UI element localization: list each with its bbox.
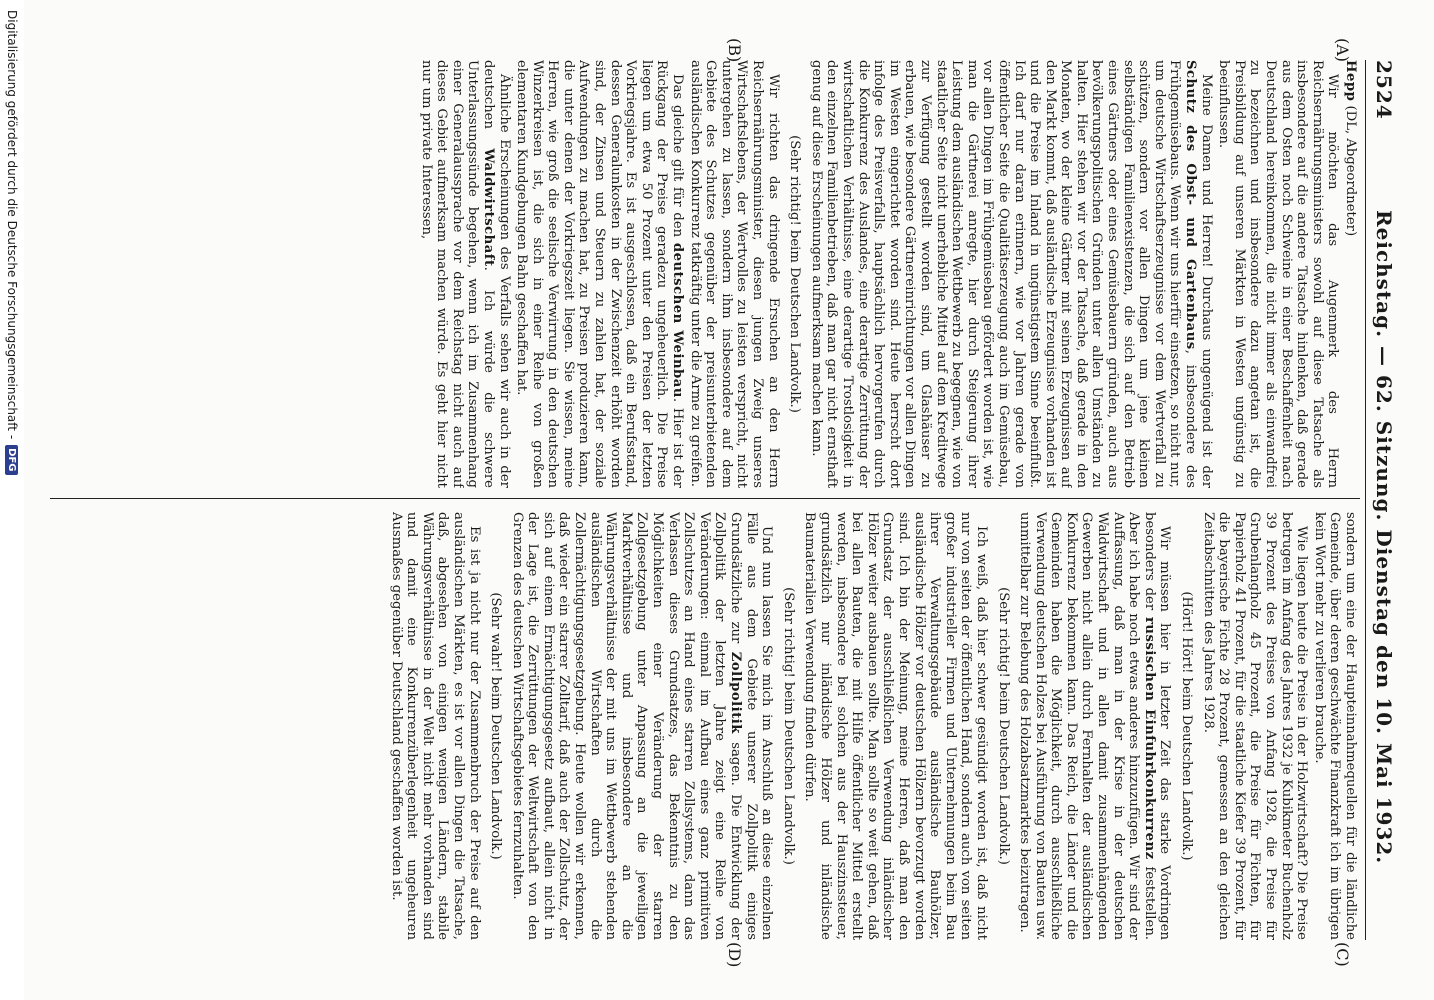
interjection-text: (Sehr richtig! beim Deutschen Landvolk.) [995,587,1011,865]
emphasis: deutschen Weinbau [670,242,686,398]
paragraph [1017,512,1173,940]
margin-marker-b: (B) [725,38,744,63]
paragraph-text: Ich weiß, daß hier schwer gesündigt worden ist, daß nicht nur von seiten der öffentlichen Hand, sondern auch von seiten großer industrieller Firmen und Unternehmungen beim Bau ihrer Verwaltungsgebäude ausländische Bauhölzer, ausländische Hölzer vor deutschen Hölzern bevorzugt worden sind. Ich bin der Meinung, meine Herren, daß man den Grundsatz der ausschließlichen Verwendung inländischer Hölzer weiter ausbauen sollte. Man sollte so weit gehen, daß bei allen Bauten, die mit Hilfe öffentlicher Mittel erstellt werden, insbesondere bei solchen aus der Hauszinssteuer, grundsätzlich nur inländische Hölzer und inländische Baumaterialien Verwendung finden dürfen. [802,512,989,940]
paragraph-text: . Hier ist der Rückgang der Preise geradezu ungeheuerlich. Die Preise liegen um etwa 50 Prozent unter den Preisen der letzten Vorkriegsjahre. Es ist ausgeschlossen, daß ein Berufsstand, dessen Generalunkosten in der Zwischenzeit erhöht worden sind, der Zinsen und Steuern zu zahlen hat, der soziale Aufwendungen zu machen hat, zu Preisen produzieren kann, die unter denen der Vorkriegszeit liegen. Sie wissen, meine Herren, wie groß die seelische Verwirrung in den deutschen Winzerkreisen ist, die sich in einer Reihe von großen elementaren Kundgebungen Bahn geschaffen hat. [514,60,686,488]
paragraph-text: sondern um eine der Haupteinnahmequellen für die ländliche Gemeinde, über deren geschwächte Finanzkraft ich im übrigen kein Wort mehr zu verlieren brauche. [1311,512,1358,940]
digitization-footer [0,0,24,1000]
interjection [787,60,803,488]
interjection-text: (Sehr richtig! beim Deutschen Landvolk.) [787,135,803,413]
paragraph [687,60,781,488]
speaker-line [1342,60,1358,488]
paragraph [1311,512,1358,940]
speaker-party: (DL, Abgeordneter) [1343,101,1358,237]
interjection [488,512,504,940]
speaker-name: Hepp [1343,60,1358,102]
paragraph [802,512,989,940]
paragraph-text: Es ist ja nicht nur der Zusammenbruch der Preise auf den ausländischen Märkten, es ist vor allen Dingen die Tatsache, daß, abgesehen von einigen wenigen Ländern, stabile Währungsverhältnisse in der Welt nicht mehr vorhanden sind und damit eine Konkurrenzüberlegenheit ungeheuren Ausmaßes gegenüber Deutschland geschaffen worden ist. [388,512,482,940]
paragraph-text: Und nun lassen Sie mich im Anschluß an diese einzelnen Fälle aus dem Gebiete unserer Zollpolitik einiges Grundsätzliche zur [728,512,775,940]
emphasis: russischen Einfuhrkonkurrenz [1141,616,1157,860]
text-column-right [58,512,1358,940]
header-rule [1365,60,1366,940]
paragraph-text: feststellen. Aber ich habe noch etwas anderes hinzuzufügen. Wir sind der Auffassung, daß man in der Krise in der deutschen Waldwirtschaft und in allen damit zusammenhängenden Gewerben nicht allein durch Fernhalten der ausländischen Konkurrenz bekommen kann. Das Reich, die Länder und die Gemeinden haben die Möglichkeit, durch ausschließliche Verwendung deutschen Holzes bei Ausführung von Bauten usw. unmittelbar zur Belebung des Holzabsatzmarktes beizutragen. [1017,512,1157,940]
text-column-left [58,60,1358,488]
margin-marker-a: (A) [1333,38,1352,63]
paragraph-text: Wie liegen heute die Preise in der Holzwirtschaft? Die Preise betrugen im Anfang des Jahres 1932 je Kubikmeter Buchenholz 39 Prozent des Preises von Anfang 1928, die Preise für Grubenlangholz 45 Prozent, die Preise für Fichten, für Papierholz 41 Prozent, für die staatliche Kiefer 39 Prozent, für die bayerische Fichte 28 Prozent, gemessen an den gleichen Zeitabschnitten des Jahres 1928. [1200,512,1310,940]
paragraph-text: . Ich würde die schwere Unterlassungssünde begehen, wenn ich im Zusammenhang einer Generalaussprache vor dem Reichstag nicht auch auf dieses Gebiet aufmerksam machen würde. Es geht hier nicht nur um private Interessen, [418,60,496,488]
interjection-text: (Hört! Hört! beim Deutschen Landvolk.) [1179,591,1195,861]
emphasis: Waldwirtschaft [480,148,496,267]
paragraph [1216,60,1341,488]
paragraph-text: Wir müssen hier in letzter Zeit das starke Vordringen besonders der [1141,512,1173,940]
paragraph [388,512,482,940]
interjection [995,512,1011,940]
paragraph-text: Das gleiche gilt für den [670,74,686,243]
paragraph-text: sagen. Die Entwicklung der Zollpolitik der letzten Jahre zeigt eine Reihe von Veränderungen: einmal im Aufbau eines ganz primitiven Zollschutzes an Hand eines starren Zollsystems, dann das Verlassen dieses Grundsatzes, das Bekenntnis zu den Möglichkeiten einer Veränderung der starren Zollgesetzgebung unter Anpassung an die jeweiligen Marktverhältnisse und insbesondere an die Währungsverhältnisse der mit uns im Wettbewerb stehenden ausländischen Wirtschaften durch die Zollermächtigungsgesetzgebung. Heute wollen wir erkennen, daß wieder ein starrer Zolltarif, daß auch der Zollschutz, der sich auf einem Ermächtigungsgesetz aufbaut, allein nicht in der Lage ist, die Zerrüttungen der Weltwirtschaft von den Grenzen des deutschen Wirtschaftsgebietes fernzuhalten. [509,512,744,940]
interjection [780,512,796,940]
page-title: Reichstag. — 62. Sitzung. Dienstag den 10. Mai 1932. [1372,210,1396,865]
column-divider [50,498,1360,499]
paragraph-text: Meine Damen und Herren! Durchaus ungenügend ist der [1198,74,1214,488]
interjection-text: (Sehr wahr! beim Deutschen Landvolk.) [488,592,504,860]
paragraph-text: Ähnliche Erscheinungen des Verfalls sehen wir auch in der deutschen [480,60,512,488]
page-number: 2524 [1372,60,1396,120]
paragraph [1200,512,1309,940]
page-header [1368,60,1396,940]
margin-marker-d: (D) [725,942,744,968]
paragraph [509,512,774,940]
emphasis: Schutz des Obst- und Gartenbaus [1183,60,1199,350]
margin-marker-c: (C) [1333,942,1352,967]
paragraph [514,60,686,488]
paragraph-text: , insbesondere des Frühgemüsebaus. Wenn wir uns hierfür einsetzen, so nicht nur, um deutsche Wirtschaftserzeugnisse vor dem Wertverfall zu schützen, sondern vor allen Dingen um jene kleinen selbständigen Familienexistenzen, die sich auf den Betrieb eines Gärtners oder eines Gemüsebauern gründen, auch aus bevölkerungspolitischen Gründen unter allen Umständen zu halten. Hier stehen wir vor der Tatsache, daß gerade in den Monaten, wo der kleine Gärtner mit seinen Erzeugnissen auf den Markt kommt, daß ausländische Erzeugnisse vorhanden ist und die Preise im Inland in ungünstigstem Sinne beeinflußt. Ich darf nur daran erinnern, wie vor Jahren gerade von öffentlicher Seite die Qualitätserzeugung auch im Gemüsebau, vor allen Dingen im Frühgemüsebau gefördert worden ist, wie man die Gärtnerei anregte, hier durch Steigerung ihrer Leistung dem ausländischen Wettbewerb zu begegnen, wie von staatlicher Seite nicht unerhebliche Mittel auf dem Kreditwege zur Verfügung gestellt worden sind, um Glashäuser zu erbauen, wie besondere Gärtnereinrichtungen vor allen Dingen im Westen eingerichtet worden sind. Heute herrscht dort infolge des Preisverfalls, hauptsächlich hervorgerufen durch die Konkurrenz des Auslandes, eine derartige Zerrüttung der wirtschaftlichen Verhältnisse, eine derartige Trostlosigkeit in den einzelnen Familienbetrieben, daß man gar nicht ernsthaft genug auf diese Erscheinungen aufmerksam machen kann. [808,60,1199,488]
emphasis: Zollpolitik [728,651,744,734]
interjection [1178,512,1194,940]
paragraph-text: Wir möchten das Augenmerk des Herrn Reichsernährungsministers sowohl auf diese Tatsache als insbesondere auf die andere Tatsache hinlenken, daß gerade aus dem Osten noch Schweine in einer Beschaffenheit nach Deutschland hereinkommen, die nicht immer als einwandfrei zu bezeichnen und insbesondere dazu angetan ist, die Preisbildung auf unseren Märkten in Westen ungünstig zu beeinflussen. [1216,60,1341,488]
interjection-text: (Sehr richtig! beim Deutschen Landvolk.) [780,587,796,865]
footer-text: Digitalisierung gefördert durch die Deutsche Forschungsgemeinschaft - [5,10,19,440]
paragraph [808,60,1213,488]
dfg-logo: DFG [6,445,19,474]
paragraph [418,60,512,488]
paragraph-text: Wir richten das dringende Ersuchen an den Herrn Reichsernährungsminister, diesen jungen Zweig unseres Wirtschaftslebens, der Wertvolles zu leisten verspricht, nicht untergehen zu lassen, sondern ihm insbesondere auf dem Gebiete des Schutzes gegenüber der preisunterbietenden ausländischen Konkurrenz tatkräftig unter die Arme zu greifen. [687,60,781,488]
